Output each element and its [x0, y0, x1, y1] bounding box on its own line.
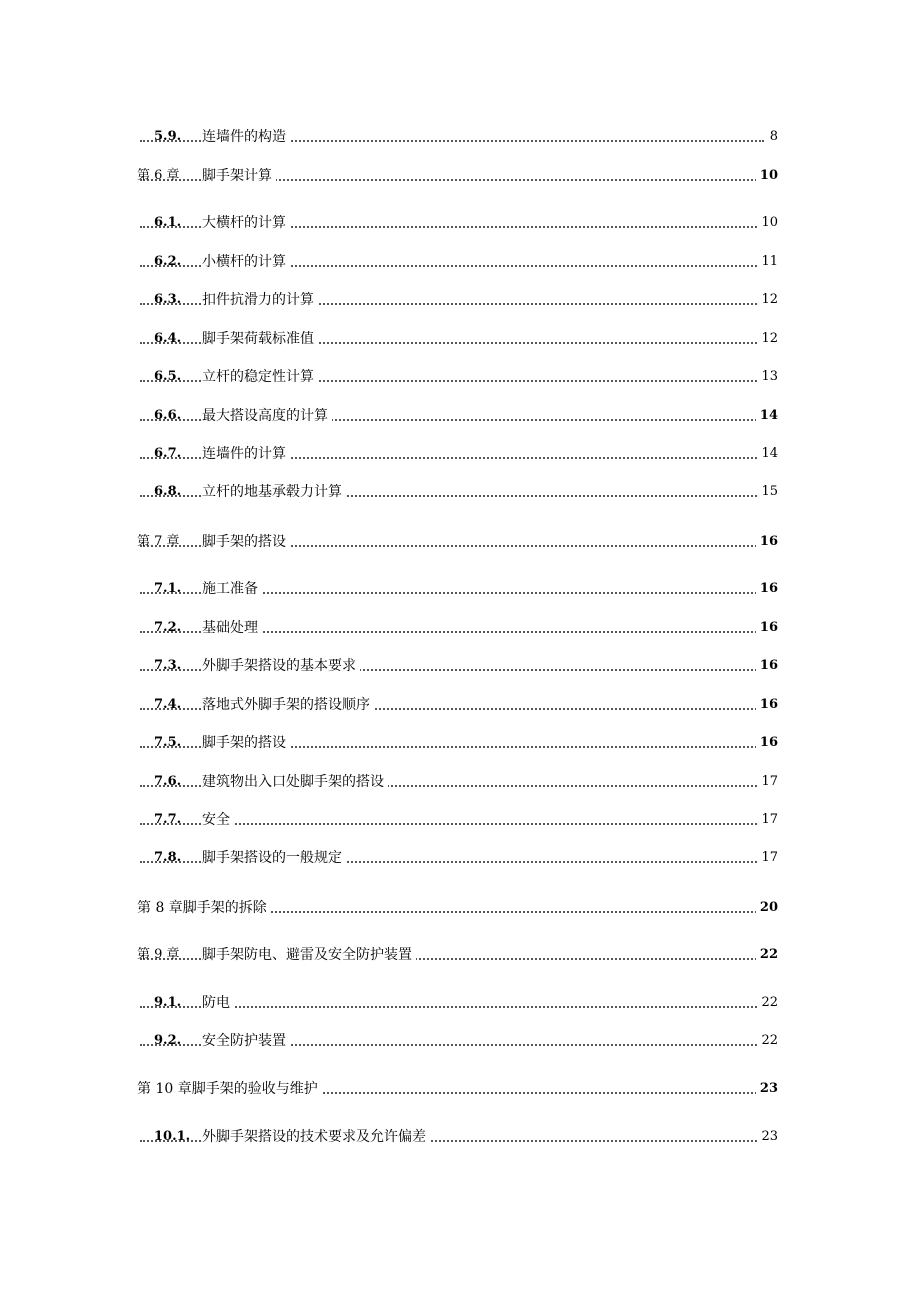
toc-entry-page-number: 10: [756, 164, 778, 188]
toc-entry-number: 7.2.: [154, 620, 182, 635]
toc-entry-number: 7.1.: [154, 581, 182, 596]
toc-entry[interactable]: [0, 1077, 920, 1101]
toc-entry-number: 6.7.: [154, 446, 182, 461]
toc-entry-number: 6.5.: [154, 369, 182, 384]
toc-entry[interactable]: [0, 1029, 920, 1053]
toc-entry-page-number: 10: [757, 211, 778, 235]
toc-entry-page-number: 16: [756, 616, 778, 640]
toc-entry-title: 安全防护装置: [202, 1029, 290, 1053]
toc-entry[interactable]: [0, 943, 920, 967]
toc-entry-title: 连墙件的计算: [202, 442, 290, 466]
toc-entry-number: 9.1.: [154, 995, 182, 1010]
toc-entry-number: 7.8.: [154, 850, 182, 865]
toc-entry[interactable]: [0, 770, 920, 794]
toc-entry-number: 7.5.: [154, 735, 182, 750]
toc-entry-title: 立杆的地基承毂力计算: [202, 480, 346, 504]
toc-entry-title: 外脚手架搭设的基本要求: [202, 654, 360, 678]
toc-entry-page-number: 22: [756, 943, 778, 967]
toc-entry-page-number: 17: [757, 808, 778, 832]
toc-entry[interactable]: [0, 577, 920, 601]
toc-entry-page-number: 22: [757, 991, 778, 1015]
toc-entry-title: 脚手架荷载标准值: [202, 327, 318, 351]
toc-entry-title: 小横杆的计算: [202, 250, 290, 274]
toc-entry[interactable]: [0, 404, 920, 428]
toc-entry-number: 6.3.: [154, 292, 182, 307]
toc-entry-number: 7.3.: [154, 658, 182, 673]
toc-entry-title: 建筑物出入口处脚手架的搭设: [202, 770, 388, 794]
toc-entry-page-number: 14: [757, 442, 778, 466]
toc-entry-page-number: 12: [757, 288, 778, 312]
toc-entry-number: 6.8.: [154, 484, 182, 499]
toc-entry[interactable]: [0, 731, 920, 755]
toc-entry[interactable]: [0, 250, 920, 274]
toc-entry-number: 7.6.: [154, 774, 182, 789]
toc-entry[interactable]: [0, 530, 920, 554]
toc-entry-page-number: 20: [756, 896, 778, 920]
toc-entry-title: 防电: [202, 991, 234, 1015]
toc-entry[interactable]: [0, 442, 920, 466]
toc-entry[interactable]: [0, 991, 920, 1015]
toc-entry-title: 脚手架的搭设: [202, 530, 290, 554]
toc-entry-page-number: 17: [757, 770, 778, 794]
toc-entry[interactable]: [0, 365, 920, 389]
toc-entry[interactable]: [0, 616, 920, 640]
toc-entry-page-number: 8: [766, 125, 778, 149]
toc-entry[interactable]: [0, 1125, 920, 1149]
toc-entry-page-number: 16: [756, 530, 778, 554]
toc-entry-page-number: 22: [757, 1029, 778, 1053]
toc-entry-title: 最大搭设高度的计算: [202, 404, 332, 428]
toc-entry-number: 第 6 章: [137, 168, 180, 183]
toc-entry[interactable]: [0, 808, 920, 832]
toc-entry-number: 第 9 章: [137, 947, 180, 962]
toc-entry[interactable]: [0, 164, 920, 188]
toc-entry-page-number: 16: [756, 577, 778, 601]
toc-entry-title: 脚手架计算: [202, 164, 276, 188]
toc-entry-title: 第 10 章脚手架的验收与维护: [137, 1077, 322, 1101]
toc-entry-page-number: 15: [757, 480, 778, 504]
toc-entry-number: 第 7 章: [137, 534, 180, 549]
toc-entry-title: 扣件抗滑力的计算: [202, 288, 318, 312]
toc-entry-title: 脚手架搭设的一般规定: [202, 846, 346, 870]
toc-entry-page-number: 12: [757, 327, 778, 351]
toc-entry-title: 大横杆的计算: [202, 211, 290, 235]
toc-entry-title: 外脚手架搭设的技术要求及允许偏差: [202, 1125, 430, 1149]
toc-entry-number: 10.1.: [154, 1129, 191, 1144]
toc-entry-page-number: 14: [756, 404, 778, 428]
toc-entry-title: 第 8 章脚手架的拆除: [137, 896, 271, 920]
toc-entry-title: 脚手架的搭设: [202, 731, 290, 755]
toc-entry-number: 5.9.: [154, 129, 182, 144]
toc-entry-title: 安全: [202, 808, 234, 832]
toc-entry[interactable]: [0, 327, 920, 351]
toc-entry-number: 6.6.: [154, 408, 182, 423]
toc-entry-page-number: 17: [757, 846, 778, 870]
toc-entry-number: 9.2.: [154, 1033, 182, 1048]
toc-entry-page-number: 13: [757, 365, 778, 389]
toc-entry[interactable]: [0, 211, 920, 235]
toc-entry-title: 落地式外脚手架的搭设顺序: [202, 693, 374, 717]
toc-entry[interactable]: [0, 480, 920, 504]
toc-entry-title: 连墙件的构造: [202, 125, 290, 149]
toc-entry-page-number: 11: [757, 250, 778, 274]
toc-entry-title: 施工准备: [202, 577, 262, 601]
toc-entry-title: 立杆的稳定性计算: [202, 365, 318, 389]
toc-entry-page-number: 16: [756, 731, 778, 755]
toc-entry[interactable]: [0, 896, 920, 920]
toc-entry[interactable]: [0, 693, 920, 717]
toc-entry-page-number: 23: [757, 1125, 778, 1149]
toc-entry-number: 7.4.: [154, 697, 182, 712]
toc-entry[interactable]: [0, 125, 920, 149]
toc-entry[interactable]: [0, 846, 920, 870]
toc-entry-page-number: 23: [756, 1077, 778, 1101]
toc-entry-title: 基础处理: [202, 616, 262, 640]
toc-entry-number: 6.2.: [154, 254, 182, 269]
toc-entry-page-number: 16: [756, 654, 778, 678]
toc-entry-title: 脚手架防电、避雷及安全防护装置: [202, 943, 416, 967]
toc-entry-number: 7.7.: [154, 812, 182, 827]
toc-entry[interactable]: [0, 654, 920, 678]
toc-entry-number: 6.4.: [154, 331, 182, 346]
toc-entry[interactable]: [0, 288, 920, 312]
toc-entry-page-number: 16: [756, 693, 778, 717]
toc-entry-number: 6.1.: [154, 215, 182, 230]
